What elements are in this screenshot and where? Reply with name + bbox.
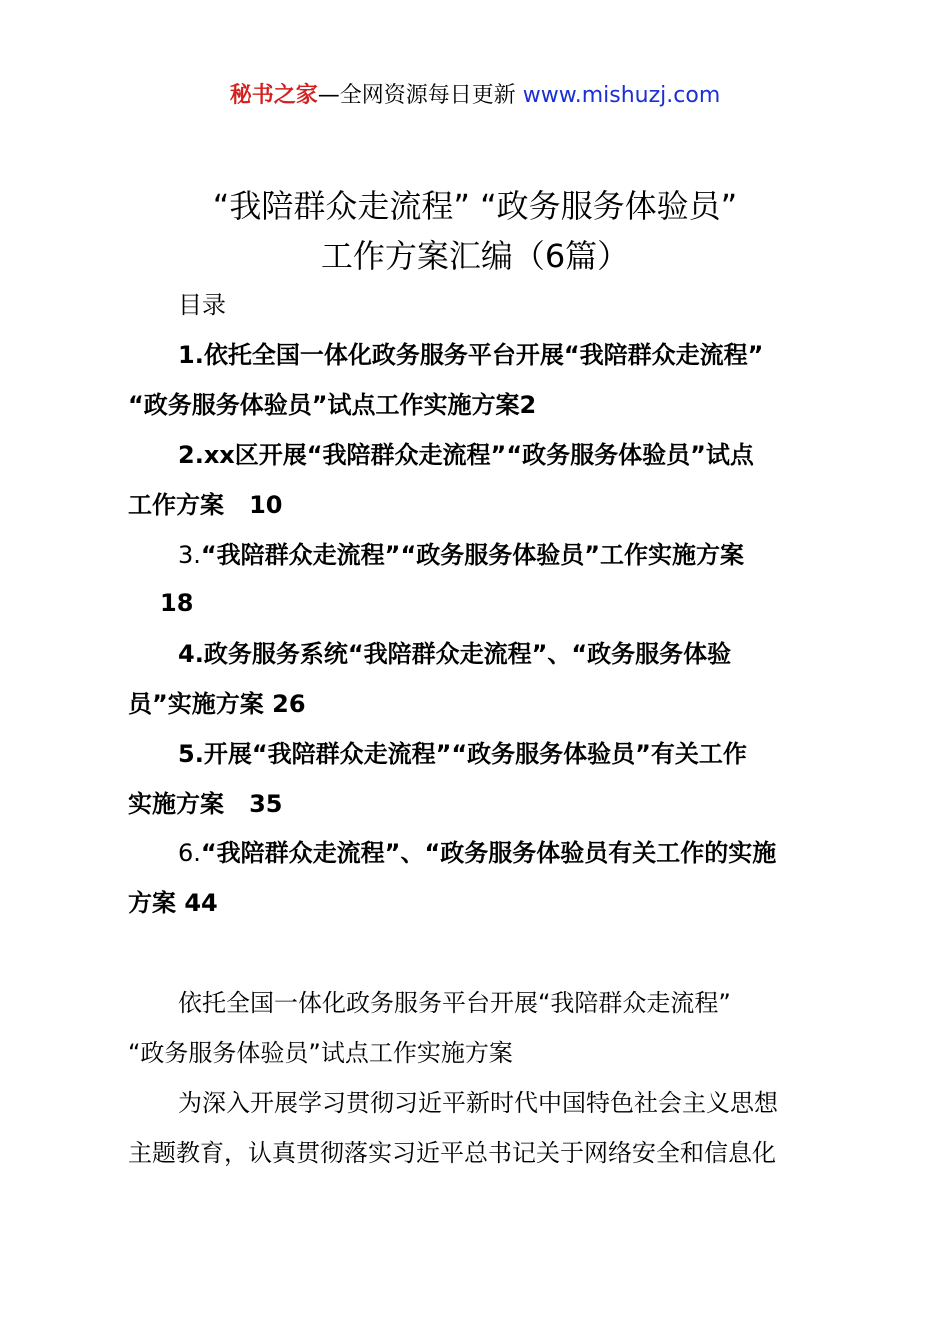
toc-item-6-number: 6. <box>178 839 201 867</box>
toc-item-4-line1[interactable]: 4.政务服务系统“我陪群众走流程”、“政务服务体验 <box>178 640 732 668</box>
section-title-line1: 依托全国一体化政务服务平台开展“我陪群众走流程” <box>178 989 731 1017</box>
toc-item-3-line1[interactable] <box>178 538 744 572</box>
document-title-line2: 工作方案汇编（6篇） <box>320 237 630 275</box>
toc-heading: 目录 <box>178 291 226 319</box>
section-title-line2: “政务服务体验员”试点工作实施方案 <box>128 1039 513 1067</box>
toc-item-5-line1[interactable]: 5.开展“我陪群众走流程”“政务服务体验员”有关工作 <box>178 740 747 768</box>
site-header <box>0 80 950 112</box>
header-tagline: —全网资源每日更新 <box>317 83 516 108</box>
paragraph-line1: 为深入开展学习贯彻习近平新时代中国特色社会主义思想 <box>178 1089 778 1117</box>
brand-name: 秘书之家 <box>229 83 318 108</box>
toc-item-3-number: 3. <box>178 541 201 569</box>
toc-item-3-text: “我陪群众走流程”“政务服务体验员”工作实施方案 <box>200 541 744 569</box>
toc-item-6-text: “我陪群众走流程”、“政务服务体验员有关工作的实施 <box>200 839 777 867</box>
toc-item-5-line2[interactable]: 实施方案 35 <box>128 790 283 818</box>
document-title-line1: “我陪群众走流程” “政务服务体验员” <box>212 187 738 225</box>
toc-item-6-line2[interactable]: 方案 44 <box>128 889 218 917</box>
toc-item-6-line1[interactable] <box>178 836 776 870</box>
toc-item-1-line1[interactable]: 1.依托全国一体化政务服务平台开展“我陪群众走流程” <box>178 341 764 369</box>
toc-item-2-line1[interactable]: 2.xx区开展“我陪群众走流程”“政务服务体验员”试点 <box>178 441 754 469</box>
paragraph-line2: 主题教育，认真贯彻落实习近平总书记关于网络安全和信息化 <box>128 1139 776 1167</box>
toc-item-4-line2[interactable]: 员”实施方案 26 <box>128 690 306 718</box>
toc-item-1-line2[interactable]: “政务服务体验员”试点工作实施方案2 <box>128 391 537 419</box>
toc-item-2-line2[interactable]: 工作方案 10 <box>128 491 283 519</box>
toc-item-3-line2[interactable]: 18 <box>160 589 194 617</box>
site-url-link[interactable]: www.mishuzj.com <box>522 83 721 108</box>
